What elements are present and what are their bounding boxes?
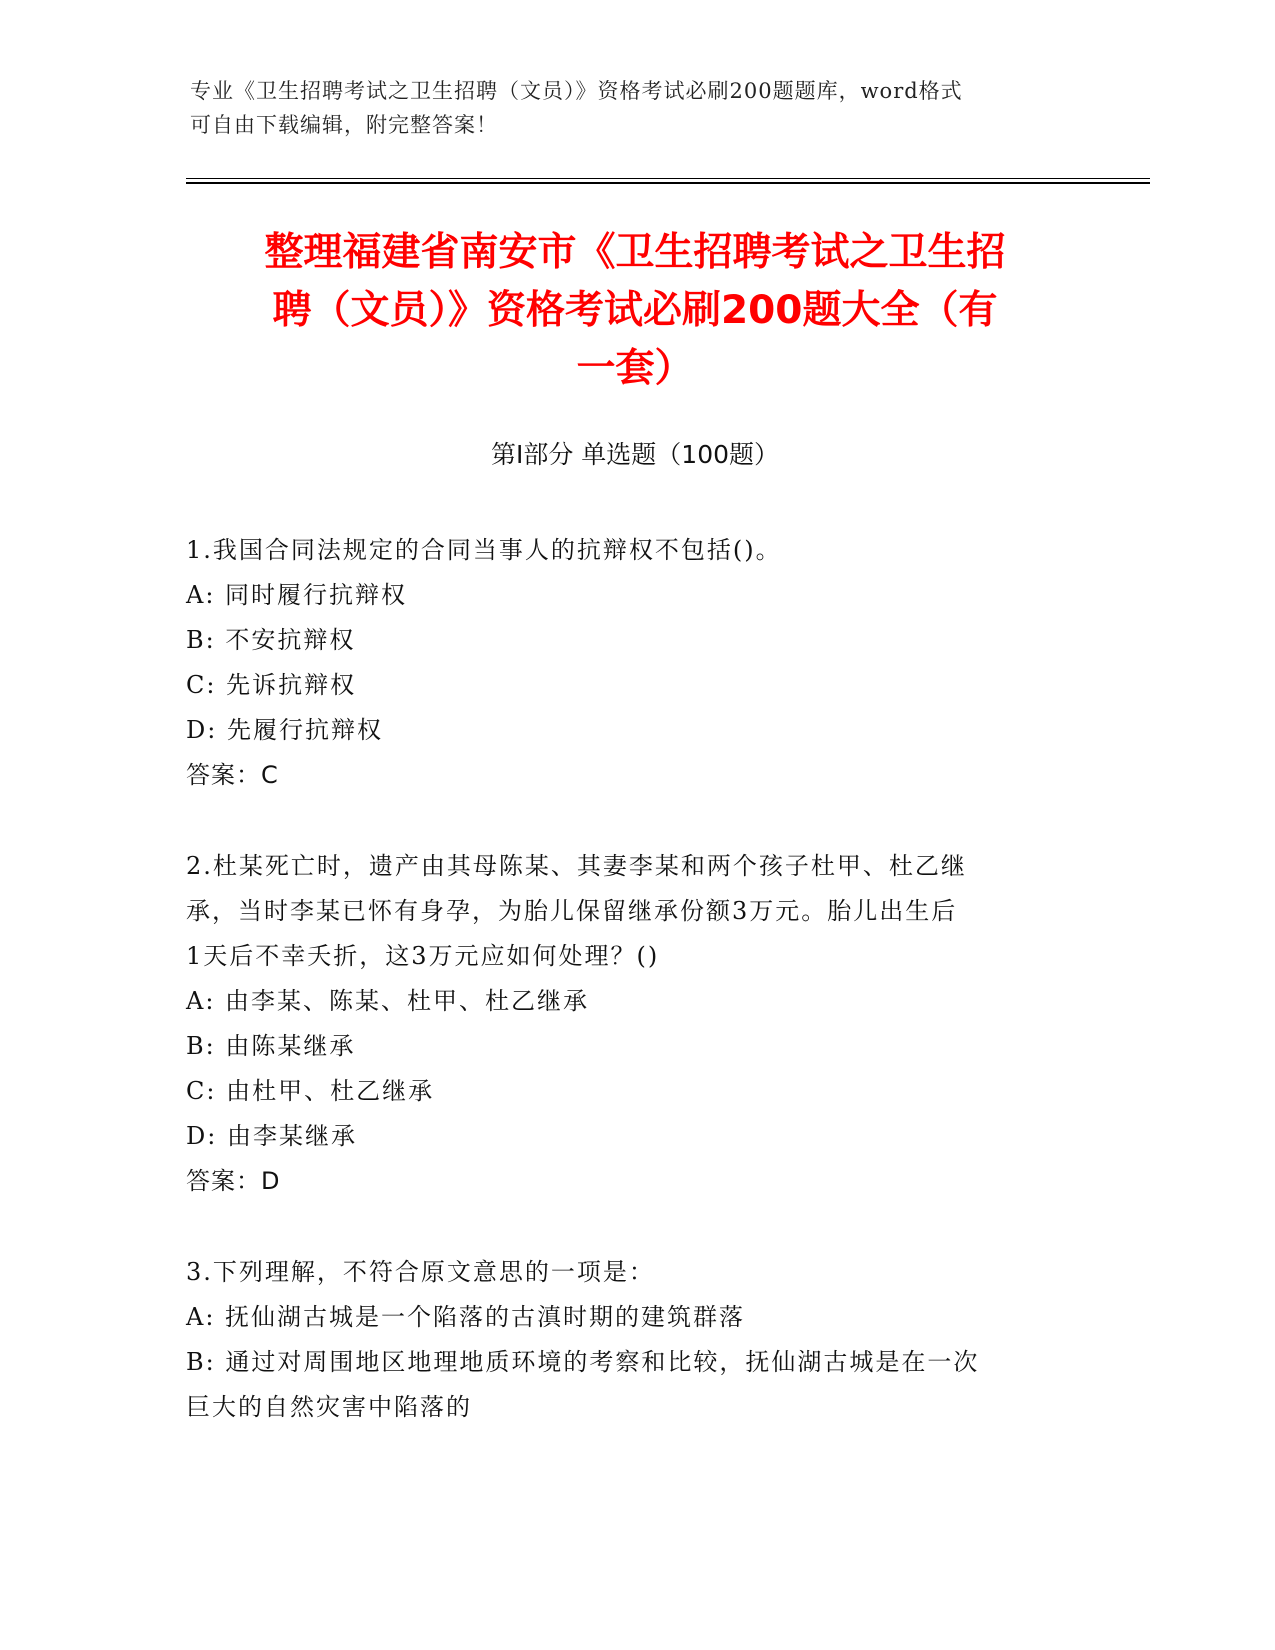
header-note xyxy=(190,74,1070,142)
question-3 xyxy=(186,1250,1076,1430)
question-stem-line-1: 2.杜某死亡时，遗产由其母陈某、其妻李某和两个孩子杜甲、杜乙继 xyxy=(186,852,967,880)
question-list xyxy=(186,528,1076,1476)
header-note-line-1: 专业《卫生招聘考试之卫生招聘（文员）》资格考试必刷200题题库，word格式 xyxy=(190,79,963,103)
question-1 xyxy=(186,528,1076,798)
question-2 xyxy=(186,844,1076,1204)
option-b: B: 通过对周围地区地理地质环境的考察和比较，抚仙湖古城是在一次 xyxy=(186,1348,980,1376)
question-stem-line-2: 承，当时李某已怀有身孕，为胎儿保留继承份额3万元。胎儿出生后 xyxy=(186,897,958,925)
question-stem: 1.我国合同法规定的合同当事人的抗辩权不包括()。 xyxy=(186,536,782,564)
option-b: B: 由陈某继承 xyxy=(186,1032,356,1060)
document-title xyxy=(190,224,1080,398)
option-c: C: 先诉抗辩权 xyxy=(186,671,357,699)
question-stem-line-3: 1天后不幸夭折，这3万元应如何处理？() xyxy=(186,942,660,970)
section-heading: 第Ⅰ部分 单选题（100题） xyxy=(490,440,780,469)
option-c: C: 由杜甲、杜乙继承 xyxy=(186,1077,435,1105)
option-b: B: 不安抗辩权 xyxy=(186,626,356,654)
option-a: A: 抚仙湖古城是一个陷落的古滇时期的建筑群落 xyxy=(186,1303,746,1331)
option-a: A: 同时履行抗辩权 xyxy=(186,581,408,609)
option-d: D: 由李某继承 xyxy=(186,1122,357,1150)
option-d: D: 先履行抗辩权 xyxy=(186,716,383,744)
answer-label: 答案：C xyxy=(186,761,279,789)
option-a: A: 由李某、陈某、杜甲、杜乙继承 xyxy=(186,987,590,1015)
option-b-continued: 巨大的自然灾害中陷落的 xyxy=(186,1393,472,1421)
header-divider-thick xyxy=(186,182,1150,184)
header-divider-thin xyxy=(186,178,1150,179)
title-line-3: 一套） xyxy=(576,346,694,391)
header-note-line-2: 可自由下载编辑，附完整答案！ xyxy=(190,113,498,137)
title-line-1: 整理福建省南安市《卫生招聘考试之卫生招 xyxy=(264,230,1006,275)
question-stem: 3.下列理解，不符合原文意思的一项是： xyxy=(186,1258,655,1286)
answer-label: 答案：D xyxy=(186,1167,281,1195)
title-line-2: 聘（文员）》资格考试必刷200题大全（有 xyxy=(272,288,998,333)
